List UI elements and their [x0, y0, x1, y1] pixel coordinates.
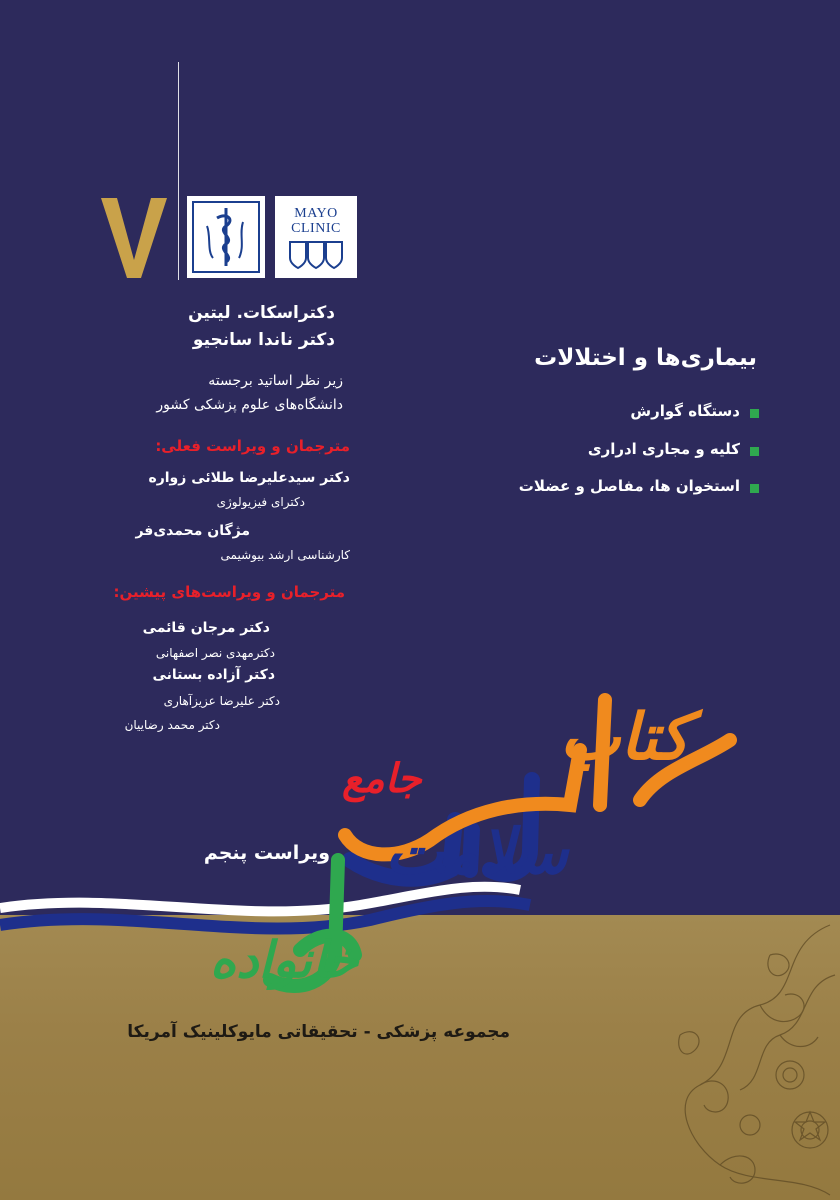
bullet-icon: [750, 484, 759, 493]
publisher-logo: [187, 196, 265, 278]
topic-item-3: استخوان ها، مفاصل و عضلات: [518, 477, 740, 495]
mayo-shield-icon: [288, 240, 344, 270]
vertical-divider: [178, 62, 179, 280]
mayo-clinic-logo: [275, 196, 357, 278]
title-salamat: سلامت: [385, 815, 569, 888]
previous-translator-2: دکترمهدی نصر اصفهانی: [155, 646, 275, 660]
subtitle: مجموعه پزشکی - تحقیقاتی مایوکلینیک آمریکا: [127, 1022, 510, 1042]
previous-translator-5: دکتر محمد رضاییان: [124, 718, 220, 732]
title-khanevadeh: خانواده: [210, 930, 359, 989]
previous-editions-heading: مترجمان و ویراست‌های پیشین:: [113, 583, 345, 601]
title-ketab: کتاب: [560, 700, 690, 775]
translator-1-role: دکترای فیزیولوژی: [216, 495, 305, 509]
previous-translator-4: دکتر علیرضا عزیزآهاری: [163, 694, 280, 708]
edition-label: ویراست پنجم: [203, 842, 330, 864]
previous-translator-3: دکتر آزاده بستانی: [152, 667, 275, 683]
topic-item-2: کلیه و مجاری ادراری: [587, 440, 740, 458]
previous-translator-1: دکتر مرجان قائمی: [142, 620, 270, 636]
publisher-logo-icon: [187, 196, 265, 278]
topics-heading: بیماری‌ها و اختلالات: [534, 345, 757, 371]
bullet-icon: [750, 447, 759, 456]
current-edition-heading: مترجمان و ویراست فعلی:: [155, 437, 350, 455]
translator-2-role: کارشناسی ارشد بیوشیمی: [220, 548, 350, 562]
volume-number-glyph: [95, 190, 173, 282]
mayo-text-1: MAYO: [294, 206, 338, 221]
supervision-line-2: دانشگاه‌های علوم پزشکی کشور: [156, 397, 343, 413]
topic-item-1: دستگاه گوارش: [630, 402, 740, 420]
supervision-line-1: زیر نظر اساتید برجسته: [208, 373, 343, 389]
translator-2-name: مژگان محمدی‌فر: [135, 523, 250, 539]
bullet-icon: [750, 409, 759, 418]
title-jame: جامع: [342, 755, 422, 802]
translator-1-name: دکتر سیدعلیرضا طلائی زواره: [148, 470, 350, 486]
author-1: دکتراسکات. لیتین: [188, 303, 335, 323]
author-2: دکتر ناندا سانجیو: [192, 330, 335, 350]
mayo-text-2: CLINIC: [291, 221, 341, 236]
